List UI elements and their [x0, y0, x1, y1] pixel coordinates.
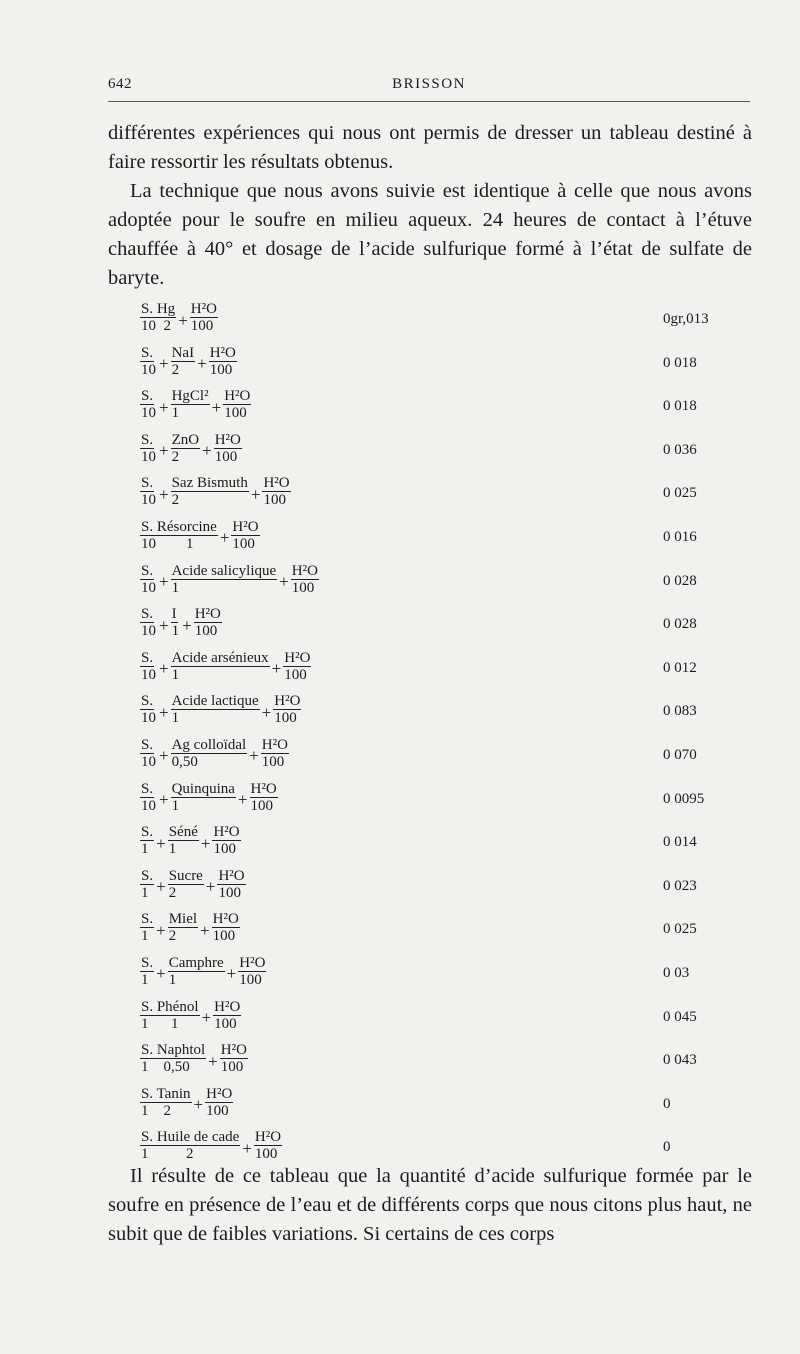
numerator: Séné	[168, 824, 198, 841]
formula	[140, 868, 246, 901]
fraction	[223, 388, 251, 421]
numerator: S.	[141, 780, 154, 797]
fraction	[140, 1042, 206, 1075]
fraction	[140, 693, 157, 726]
numerator: S.	[141, 954, 154, 971]
fraction	[171, 475, 249, 508]
formula	[140, 519, 260, 552]
table-row	[140, 472, 760, 516]
plus-sign: +	[156, 833, 166, 853]
formula	[140, 781, 278, 814]
denominator: 10 2	[141, 318, 171, 334]
fraction	[171, 650, 270, 683]
plus-sign: +	[242, 1138, 252, 1158]
denominator: 100	[220, 1059, 244, 1076]
denominator: 1	[141, 841, 149, 858]
denominator: 10	[141, 753, 156, 770]
fraction	[231, 519, 259, 552]
fraction	[291, 563, 319, 596]
denominator: 1	[171, 666, 180, 683]
numerator: H²O	[291, 562, 318, 579]
numerator: H²O	[254, 1129, 282, 1146]
plus-sign: +	[178, 310, 188, 330]
fraction	[171, 345, 196, 378]
numerator: H²O	[274, 693, 301, 710]
plus-sign: +	[211, 397, 222, 417]
denominator: 10	[141, 797, 156, 814]
result-value: 0 070	[663, 746, 697, 763]
fraction	[140, 606, 157, 639]
page-number: 642	[108, 76, 132, 92]
denominator: 1	[141, 884, 149, 901]
numerator: H²O	[206, 1085, 233, 1102]
numerator: H²O	[263, 475, 290, 492]
plus-sign: +	[200, 920, 210, 940]
numerator: S.	[141, 562, 154, 579]
numerator: NaI	[171, 344, 195, 361]
numerator: H²O	[194, 606, 221, 623]
result-value: 0 018	[663, 398, 697, 415]
fraction	[140, 999, 200, 1032]
denominator: 1	[171, 579, 180, 596]
numerator: S.	[141, 344, 154, 361]
table-row	[140, 690, 760, 734]
fraction	[171, 606, 181, 639]
plus-sign: +	[193, 1095, 204, 1115]
numerator: H²O	[212, 911, 239, 928]
table-row	[140, 908, 760, 952]
denominator: 10	[141, 579, 156, 596]
plus-sign: +	[159, 659, 169, 679]
result-value: 0 025	[663, 921, 697, 938]
plus-sign: +	[249, 746, 259, 766]
denominator: 2	[171, 361, 180, 378]
numerator: H²O	[209, 344, 236, 361]
fraction	[140, 1129, 240, 1162]
table-row	[140, 560, 760, 604]
plus-sign: +	[205, 877, 216, 897]
formula	[140, 388, 251, 421]
formula	[140, 955, 266, 988]
denominator: 10	[141, 623, 156, 640]
result-value: 0	[663, 1095, 671, 1112]
fraction	[168, 824, 199, 857]
denominator: 100	[254, 1146, 278, 1163]
formula	[140, 606, 222, 639]
formula	[140, 475, 291, 508]
result-value: 0 043	[663, 1052, 697, 1069]
fraction	[262, 475, 290, 508]
denominator: 1 0,50	[141, 1059, 190, 1076]
conclusion-text	[108, 1162, 752, 1249]
plus-sign: +	[156, 877, 166, 897]
denominator: 100	[214, 448, 238, 465]
denominator: 100	[261, 753, 285, 770]
paragraph: Il résulte de ce tableau que la quantité d’acide sulfurique formée par le soufre en présence de l’eau et de différents corps que nous citons plus haut, ne subit que de faibles variations. Si certains de ces corps	[108, 1165, 752, 1245]
numerator: S.	[141, 475, 154, 492]
fraction	[171, 432, 201, 465]
numerator: Camphre	[168, 954, 224, 971]
plus-sign: +	[156, 964, 166, 984]
denominator: 100	[232, 535, 255, 552]
result-value: 0 083	[663, 703, 697, 720]
denominator: 2	[168, 928, 177, 945]
fraction	[140, 650, 157, 683]
numerator: ZnO	[171, 431, 200, 448]
table-row	[140, 385, 760, 429]
table-row	[140, 647, 760, 691]
result-value: 0 014	[663, 834, 697, 851]
denominator: 1	[171, 623, 180, 640]
numerator: H²O	[261, 736, 288, 753]
fraction	[283, 650, 311, 683]
numerator: Acide lactique	[171, 693, 259, 710]
table-row	[140, 603, 760, 647]
numerator: S. Phénol	[141, 998, 199, 1015]
fraction	[140, 955, 154, 988]
fraction	[212, 911, 240, 944]
numerator: H²O	[232, 518, 259, 535]
result-value: 0 036	[663, 441, 697, 458]
result-value: 0 0095	[663, 790, 705, 807]
fraction	[273, 693, 301, 726]
fraction	[261, 737, 289, 770]
formula	[140, 911, 240, 944]
denominator: 100	[239, 971, 262, 988]
plus-sign: +	[200, 833, 211, 853]
denominator: 10	[141, 405, 156, 422]
formula	[140, 301, 218, 334]
denominator: 2	[171, 448, 180, 465]
header-rule	[108, 101, 750, 102]
plus-sign: +	[201, 1008, 212, 1027]
plus-sign: +	[159, 572, 169, 592]
numerator: S.	[141, 867, 154, 884]
plus-sign: +	[159, 354, 169, 374]
denominator: 100	[291, 579, 315, 596]
fraction	[168, 868, 204, 901]
numerator: H²O	[213, 824, 240, 841]
result-value: 0gr,013	[663, 311, 709, 327]
formula	[140, 824, 241, 857]
numerator: S.	[141, 911, 154, 928]
results-table	[140, 298, 760, 1170]
numerator: S.	[141, 649, 154, 666]
plus-sign: +	[159, 702, 169, 722]
plus-sign: +	[159, 790, 169, 810]
running-title: BRISSON	[392, 76, 466, 92]
formula	[140, 563, 319, 596]
result-value: 0 016	[663, 528, 697, 545]
denominator: 1 2	[141, 1102, 171, 1119]
fraction	[140, 563, 157, 596]
denominator: 100	[212, 928, 236, 945]
numerator: S.	[141, 824, 154, 841]
plus-sign: +	[226, 964, 237, 984]
numerator: H²O	[220, 1042, 247, 1059]
fraction	[140, 519, 218, 552]
fraction	[140, 345, 157, 378]
table-row	[140, 865, 760, 909]
result-value: 0 028	[663, 572, 697, 589]
fraction	[171, 563, 278, 596]
denominator: 10 1	[141, 535, 194, 552]
fraction	[140, 737, 157, 770]
fraction	[168, 911, 198, 944]
fraction	[214, 432, 242, 465]
fraction	[171, 388, 210, 421]
formula	[140, 1086, 233, 1119]
denominator: 100	[250, 797, 274, 814]
result-value: 0 018	[663, 354, 697, 371]
denominator: 10	[141, 666, 156, 683]
numerator: Ag colloïdal	[171, 736, 247, 753]
denominator: 1	[171, 405, 180, 422]
fraction	[140, 388, 157, 421]
numerator: S. Huile de cade	[141, 1129, 240, 1146]
plus-sign: +	[159, 615, 169, 635]
denominator: 100	[194, 623, 218, 640]
result-value: 0 045	[663, 1008, 697, 1025]
plus-sign: +	[271, 659, 282, 679]
denominator: 1	[141, 971, 149, 988]
numerator: S.	[141, 431, 154, 448]
intro-text	[108, 119, 752, 293]
formula	[140, 1129, 282, 1162]
fraction	[140, 432, 157, 465]
numerator: HgCl²	[171, 388, 209, 405]
denominator: 2	[171, 492, 180, 509]
denominator: 0,50	[171, 753, 198, 770]
denominator: 1	[171, 710, 180, 727]
plus-sign: +	[159, 484, 169, 504]
denominator: 100	[206, 1102, 229, 1119]
plus-sign: +	[182, 615, 192, 635]
table-row	[140, 429, 760, 473]
formula	[140, 1042, 248, 1075]
denominator: 100	[213, 841, 236, 858]
numerator: S. Tanin	[141, 1085, 191, 1102]
numerator: Miel	[168, 911, 198, 928]
denominator: 100	[218, 884, 241, 901]
fraction	[140, 911, 154, 944]
result-value: 0 028	[663, 616, 697, 633]
table-row	[140, 516, 760, 560]
fraction	[140, 824, 154, 857]
denominator: 2	[168, 884, 177, 901]
numerator: Sucre	[168, 867, 203, 884]
plus-sign: +	[208, 1051, 218, 1071]
formula	[140, 432, 242, 465]
fraction	[168, 955, 225, 988]
numerator: H²O	[214, 431, 241, 448]
paragraph: La technique que nous avons suivie est identique à celle que nous avons adoptée pour le soufre en milieu aqueux. 24 heures de contact à l’étuve chauffée à 40° et dosage de l’acide sulfurique formé à l’état de sulfate de baryte.	[108, 180, 752, 289]
table-row	[140, 821, 760, 865]
plus-sign: +	[159, 441, 169, 461]
table-row	[140, 734, 760, 778]
numerator: H²O	[218, 867, 245, 884]
fraction	[190, 301, 218, 334]
formula	[140, 999, 241, 1032]
numerator: S. Naphtol	[141, 1042, 206, 1059]
numerator: Acide salicylique	[171, 562, 277, 579]
denominator: 100	[224, 405, 247, 422]
numerator: I	[171, 606, 177, 623]
fraction	[171, 693, 260, 726]
fraction	[217, 868, 245, 901]
paragraph: différentes expériences qui nous ont permis de dresser un tableau destiné à faire ressortir les résultats obtenus.	[108, 122, 752, 173]
numerator: S.	[141, 606, 154, 623]
formula	[140, 693, 301, 726]
plus-sign: +	[261, 702, 272, 722]
denominator: 100	[214, 1015, 237, 1032]
denominator: 1 2	[141, 1146, 194, 1163]
numerator: H²O	[250, 780, 277, 797]
plus-sign: +	[250, 484, 261, 504]
denominator: 10	[141, 710, 156, 727]
fraction	[140, 868, 154, 901]
table-row	[140, 952, 760, 996]
page-header	[108, 64, 750, 94]
fraction	[213, 999, 241, 1032]
denominator: 1	[168, 971, 177, 988]
plus-sign: +	[159, 397, 169, 417]
denominator: 1 1	[141, 1015, 179, 1032]
fraction	[171, 737, 248, 770]
plus-sign: +	[219, 528, 230, 548]
numerator: S. Résorcine	[141, 518, 217, 535]
table-row	[140, 342, 760, 386]
fraction	[140, 1086, 192, 1119]
plus-sign: +	[159, 746, 169, 766]
plus-sign: +	[197, 354, 207, 374]
numerator: H²O	[190, 301, 217, 317]
fraction	[212, 824, 240, 857]
numerator: H²O	[214, 998, 241, 1015]
result-value: 0 03	[663, 964, 690, 981]
denominator: 100	[263, 492, 286, 509]
denominator: 10	[141, 492, 156, 509]
fraction	[171, 781, 236, 814]
fraction	[250, 781, 278, 814]
numerator: S. Hg	[141, 301, 176, 317]
denominator: 1	[141, 928, 149, 945]
result-value: 0 012	[663, 659, 697, 676]
result-value: 0	[663, 1139, 671, 1156]
numerator: H²O	[284, 649, 311, 666]
denominator: 100	[284, 666, 307, 683]
plus-sign: +	[202, 441, 212, 461]
result-value: 0 023	[663, 877, 697, 894]
plus-sign: +	[279, 572, 289, 592]
table-row	[140, 1083, 760, 1127]
denominator: 1	[171, 797, 180, 814]
fraction	[209, 345, 237, 378]
denominator: 100	[274, 710, 297, 727]
denominator: 1	[168, 841, 177, 858]
fraction	[140, 301, 176, 334]
denominator: 10	[141, 361, 156, 378]
formula	[140, 650, 311, 683]
plus-sign: +	[156, 920, 166, 940]
numerator: Quinquina	[171, 780, 235, 797]
result-value: 0 025	[663, 485, 697, 502]
fraction	[205, 1086, 233, 1119]
denominator: 100	[190, 318, 214, 334]
numerator: Acide arsénieux	[171, 649, 269, 666]
numerator: S.	[141, 388, 154, 405]
table-row	[140, 996, 760, 1040]
denominator: 10	[141, 448, 156, 465]
formula	[140, 737, 289, 770]
table-row	[140, 1039, 760, 1083]
fraction	[194, 606, 222, 639]
numerator: S.	[141, 693, 154, 710]
table-row	[140, 778, 760, 822]
fraction	[140, 475, 157, 508]
table-row	[140, 298, 760, 342]
fraction	[254, 1129, 282, 1162]
fraction	[238, 955, 266, 988]
fraction	[140, 781, 157, 814]
numerator: Saz Bismuth	[171, 475, 248, 492]
fraction	[220, 1042, 248, 1075]
formula	[140, 345, 237, 378]
denominator: 100	[209, 361, 233, 378]
numerator: S.	[141, 736, 154, 753]
numerator: H²O	[224, 388, 251, 405]
plus-sign: +	[237, 790, 248, 810]
numerator: H²O	[239, 954, 266, 971]
